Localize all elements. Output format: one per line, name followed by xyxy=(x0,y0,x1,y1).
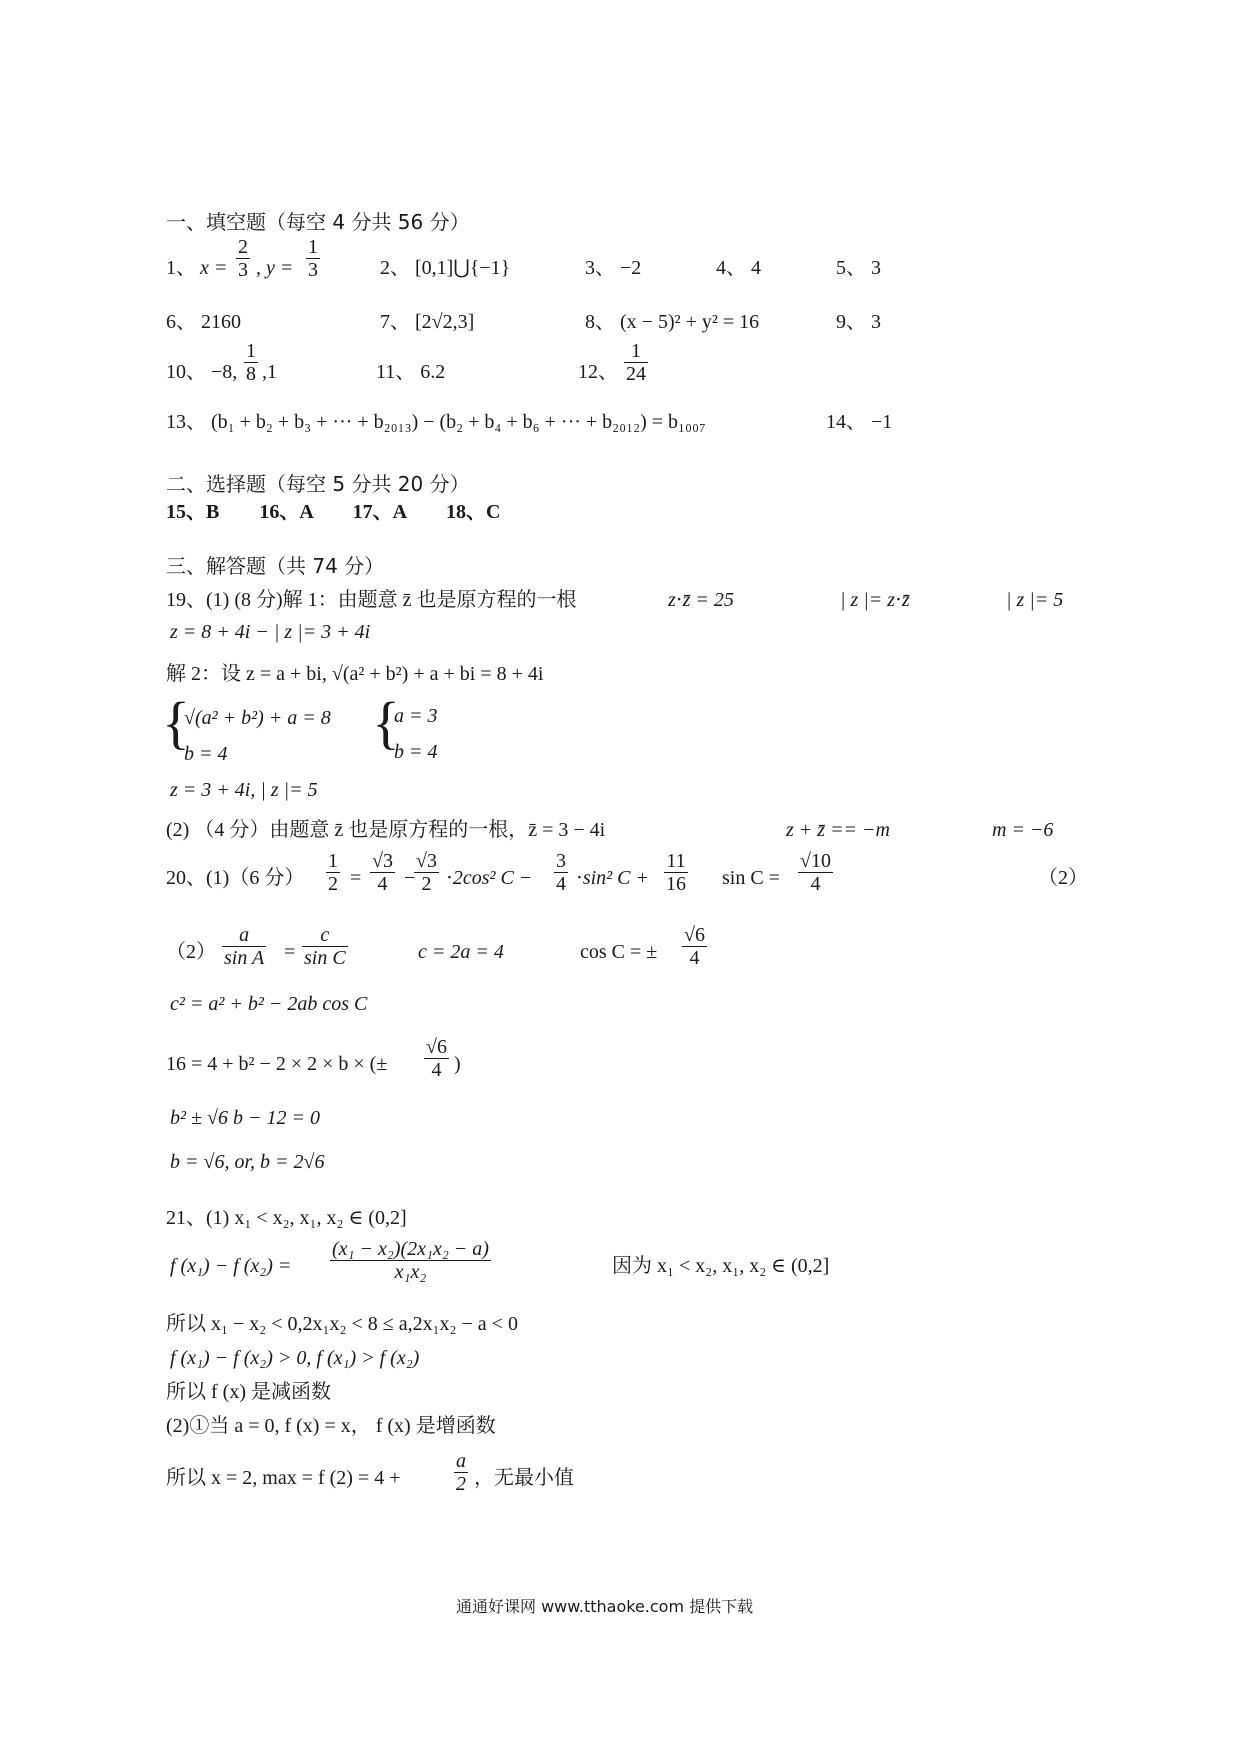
answer-2: 2、 [0,1]⋃{−1} xyxy=(380,257,511,279)
answer-10-prefix: 10、 −8, xyxy=(166,361,238,383)
q19-part2-text: (2) （4 分）由题意 z̄ 也是原方程的一根，z̄ = 3 − 4i xyxy=(166,819,606,841)
fraction-numerator: 1 xyxy=(246,340,256,362)
answer-8: 8、 (x − 5)² + y² = 16 xyxy=(585,311,760,333)
q20-fraction-11-over-16 xyxy=(664,850,688,895)
section-fill-blank-heading: 一、填空题（每空 4 分共 56 分） xyxy=(166,210,470,234)
q21-line7-fraction xyxy=(454,1450,468,1495)
q20-cosC-fraction xyxy=(682,924,707,969)
q19-line4: z = 3 + 4i, | z |= 5 xyxy=(170,779,318,801)
answer-1-x-fraction xyxy=(236,236,250,281)
q19-line2: z = 8 + 4i − | z |= 3 + 4i xyxy=(170,621,371,643)
answer-14: 14、 −1 xyxy=(826,411,893,433)
q20-substitution-fraction xyxy=(424,1036,449,1081)
q19-line1-product: z⋅z̄ = 25 xyxy=(668,589,734,611)
fraction-denominator: sin A xyxy=(224,947,265,969)
fraction-denominator: 4 xyxy=(556,873,566,895)
q20-cos-term: ⋅2cos² C − xyxy=(446,867,533,889)
fraction-denominator: 16 xyxy=(666,873,686,895)
answer-4: 4、 4 xyxy=(716,257,761,279)
fraction-denominator: x₁x₂ xyxy=(330,1260,491,1283)
fraction-denominator: 3 xyxy=(238,259,248,281)
q20-c-value: c = 2a = 4 xyxy=(418,941,504,963)
q19-part2-result: m = −6 xyxy=(992,819,1054,841)
fraction-numerator: √6 xyxy=(426,1036,447,1058)
fraction-numerator: 11 xyxy=(666,850,686,872)
q20-sin-term: ⋅sin² C + xyxy=(576,867,650,889)
fraction-numerator: a xyxy=(456,1450,466,1472)
fraction-denominator: 4 xyxy=(370,872,395,895)
q19-line1-text: 19、(1) (8 分)解 1：由题意 z̄ 也是原方程的一根 xyxy=(166,589,577,611)
answer-9: 9、 3 xyxy=(836,311,881,333)
q21-line7-suffix: ，无最小值 xyxy=(474,1467,574,1489)
answer-1-y-fraction xyxy=(306,236,320,281)
q19-line3: 解 2：设 z = a + bi, √(a² + b²) + a + bi = 8 + 4i xyxy=(166,663,544,685)
q19-system2-brace: { xyxy=(372,690,400,755)
q21-line3: 所以 x₁ − x₂ < 0,2x₁x₂ < 8 ≤ a,2x₁x₂ − a < 0 xyxy=(166,1313,518,1335)
fraction-denominator: 2 xyxy=(456,1473,466,1495)
section-solution-heading: 三、解答题（共 74 分） xyxy=(166,554,385,578)
fraction-numerator: 2 xyxy=(238,236,248,258)
q20-substitution: 16 = 4 + b² − 2 × 2 × b × (± xyxy=(166,1053,388,1075)
q20-quadratic: b² ± √6 b − 12 = 0 xyxy=(170,1107,320,1129)
fraction-numerator: 1 xyxy=(308,236,318,258)
fraction-numerator: √3 xyxy=(416,850,437,872)
q21-line7: 所以 x = 2, max = f (2) = 4 + xyxy=(166,1467,401,1489)
answer-11: 11、 6.2 xyxy=(376,361,446,383)
q21-line5: 所以 f (x) 是减函数 xyxy=(166,1381,331,1403)
q21-difference-fraction xyxy=(330,1238,491,1283)
q20-part1-label: 20、(1)（6 分） xyxy=(166,867,305,889)
fraction-numerator: √3 xyxy=(372,850,393,872)
answer-1-y: , y = xyxy=(256,257,294,279)
answer-13: 13、 (b₁ + b₂ + b₃ + ··· + b₂₀₁₃) − (b₂ + b₄ + b₆ + ··· + b₂₀₁₂) = b₁₀₀₇ xyxy=(166,411,706,433)
q20-substitution-close: ) xyxy=(454,1053,461,1075)
q20-solutions: b = √6, or, b = 2√6 xyxy=(170,1151,325,1173)
fraction-numerator: c xyxy=(320,924,330,946)
answer-3: 3、 −2 xyxy=(585,257,642,279)
q21-because: 因为 x₁ < x₂, x₁, x₂ ∈ (0,2] xyxy=(612,1255,830,1277)
q20-minus: − xyxy=(404,867,416,889)
choice-answers: 15、B 16、A 17、A 18、C xyxy=(166,501,501,523)
q20-sine-rule-rhs xyxy=(302,924,348,969)
q19-part2-sum: z + z̄ == −m xyxy=(786,819,890,841)
fraction-numerator: 1 xyxy=(631,340,641,362)
answer-1-x: x = xyxy=(200,257,228,279)
answer-6: 6、 2160 xyxy=(166,311,241,333)
page-footer: 通通好课网 www.tthaoke.com 提供下载 xyxy=(456,1597,754,1616)
q20-part2-label: （2） xyxy=(166,941,216,963)
fraction-numerator: 3 xyxy=(556,850,566,872)
answer-12-label: 12、 xyxy=(578,361,618,383)
q19-system2-eq1: a = 3 xyxy=(394,705,438,727)
answer-12-fraction xyxy=(624,340,648,385)
q19-system1-eq2: b = 4 xyxy=(184,743,228,765)
q20-equals: = xyxy=(350,867,362,889)
q20-sine-rule-equals: = xyxy=(284,941,296,963)
answer-7: 7、 [2√2,3] xyxy=(380,311,475,333)
q20-fraction-3-over-4 xyxy=(554,850,568,895)
q20-cosC-label: cos C = ± xyxy=(580,941,658,963)
q19-system1-brace: { xyxy=(162,690,190,755)
fraction-denominator: 3 xyxy=(308,259,318,281)
q20-right-marker: （2） xyxy=(1038,867,1088,889)
fraction-numerator: √10 xyxy=(800,850,831,872)
q21-line1: 21、(1) x₁ < x₂, x₁, x₂ ∈ (0,2] xyxy=(166,1207,407,1229)
answer-1-label: 1、 xyxy=(166,257,196,279)
section-choice-heading: 二、选择题（每空 5 分共 20 分） xyxy=(166,472,470,496)
fraction-denominator: 2 xyxy=(328,873,338,895)
fraction-denominator: 2 xyxy=(414,872,439,895)
fraction-numerator: 1 xyxy=(328,850,338,872)
q19-line1-modulus: | z |= z⋅z̄ xyxy=(840,589,910,611)
q20-sine-rule-lhs xyxy=(222,924,266,969)
fraction-denominator: 8 xyxy=(246,363,256,385)
q19-system2-eq2: b = 4 xyxy=(394,741,438,763)
fraction-denominator: sin C xyxy=(304,947,346,969)
q20-sinC-fraction xyxy=(798,850,833,895)
fraction-denominator: 24 xyxy=(626,363,646,385)
answer-10-fraction xyxy=(244,340,258,385)
fraction-denominator: 4 xyxy=(798,872,833,895)
q20-cosine-rule: c² = a² + b² − 2ab cos C xyxy=(170,993,368,1015)
q21-difference-lhs: f (x₁) − f (x₂) = xyxy=(170,1255,292,1277)
q20-fraction-root3-over-2 xyxy=(414,850,439,895)
fraction-numerator: √6 xyxy=(684,924,705,946)
q19-line1-result: | z |= 5 xyxy=(1006,589,1064,611)
answer-10-suffix: ,1 xyxy=(262,361,277,383)
q20-sinC-label: sin C = xyxy=(722,867,780,889)
q21-line4: f (x₁) − f (x₂) > 0, f (x₁) > f (x₂) xyxy=(170,1347,420,1369)
fraction-denominator: 4 xyxy=(424,1058,449,1081)
fraction-denominator: 4 xyxy=(682,946,707,969)
q19-system1-eq1: √(a² + b²) + a = 8 xyxy=(184,707,331,729)
fraction-numerator: (x₁ − x₂)(2x₁x₂ − a) xyxy=(332,1238,489,1260)
q20-fraction-root3-over-4 xyxy=(370,850,395,895)
q20-fraction-half xyxy=(326,850,340,895)
answer-5: 5、 3 xyxy=(836,257,881,279)
q21-line6: (2)①当 a = 0, f (x) = x， f (x) 是增函数 xyxy=(166,1415,496,1437)
fraction-numerator: a xyxy=(239,924,250,946)
